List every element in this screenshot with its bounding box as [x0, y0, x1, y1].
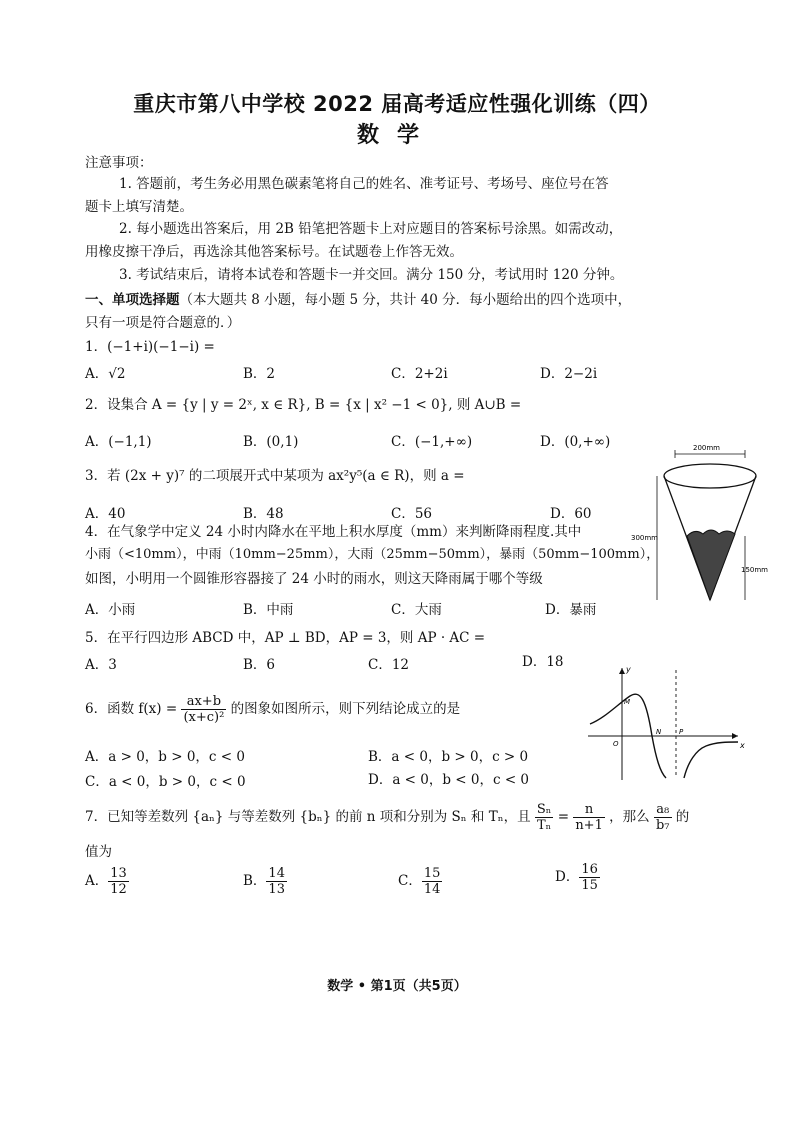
q4-stem-b: 小雨（<10mm），中雨（10mm−25mm），大雨（25mm−50mm），暴雨（50mm−100mm）， — [85, 547, 660, 562]
q7-stem-pre: 7．已知等差数列 {aₙ} 与等差数列 {bₙ} 的前 n 项和分别为 Sₙ 和 Tₙ，且 — [85, 809, 531, 825]
q7-f2-den: n+1 — [575, 818, 603, 833]
q6-stem-post: 的图象如图所示，则下列结论成立的是 — [230, 701, 461, 717]
q1-stem: 1．(−1+i)(−1−i) = — [85, 339, 215, 355]
q7-c-label: C． — [398, 873, 422, 889]
q3-option-c: C．56 — [391, 506, 433, 522]
q6-option-a: A．a > 0，b > 0，c < 0 — [85, 749, 245, 765]
section-1-header — [85, 291, 631, 309]
q4-stem-a: 4．在气象学中定义 24 小时内降水在平地上积水厚度（mm）来判断降雨程度.其中 — [85, 524, 582, 540]
q7-d-frac — [579, 862, 600, 893]
q7-option-c — [398, 866, 442, 897]
graph-y-label: y — [626, 665, 631, 674]
cone-top-label: 200mm — [693, 444, 720, 452]
q7-f3-num: a₈ — [654, 802, 672, 818]
cone-height-label: 300mm — [631, 534, 658, 542]
q7-c-frac — [422, 866, 443, 897]
q1-option-b: B．2 — [243, 366, 276, 382]
graph-point-n: N — [656, 728, 662, 736]
section-1-desc-a: （本大题共 8 小题，每小题 5 分，共计 40 分．每小题给出的四个选项中， — [179, 292, 632, 308]
q1-option-a: A．√2 — [85, 366, 126, 382]
q7-tail: 的 — [675, 809, 690, 825]
q7-eq: = — [557, 809, 570, 825]
q3-stem: 3．若 (2x + y)⁷ 的二项展开式中某项为 ax²y⁵(a ∈ R)，则 a = — [85, 468, 465, 484]
q7-fraction-n — [573, 802, 605, 833]
q3-option-b: B．48 — [243, 506, 284, 522]
q6-frac-den: (x+c)² — [183, 710, 225, 725]
q7-d-label: D． — [555, 869, 580, 885]
graph-point-p: P — [679, 728, 684, 736]
q1-option-d: D．2−2i — [540, 366, 598, 382]
q7-b-den: 13 — [268, 882, 285, 897]
q2-stem: 2．设集合 A = {y | y = 2ˣ, x ∈ R}, B = {x | x² −1 < 0}, 则 A∪B = — [85, 397, 522, 413]
q6-frac-num: ax+b — [181, 694, 226, 710]
q5-option-c: C．12 — [368, 657, 410, 673]
q5-option-a: A．3 — [85, 657, 117, 673]
q1-option-c: C．2+2i — [391, 366, 448, 382]
q3-option-d: D．60 — [550, 506, 592, 522]
q3-option-a: A．40 — [85, 506, 126, 522]
q7-f1-num: Sₙ — [536, 802, 552, 817]
function-graph-figure — [580, 662, 750, 784]
q6-stem-pre: 6．函数 f(x) = — [85, 701, 178, 717]
q7-f2-num: n — [573, 802, 605, 818]
cone-water-label: 150mm — [741, 566, 768, 574]
q7-b-frac — [266, 866, 287, 897]
q7-fraction-a-b — [654, 802, 672, 833]
q7-stem-b: 值为 — [85, 844, 112, 860]
section-1-label: 一、单项选择题 — [85, 292, 180, 308]
notice-item-2a: 2. 每小题选出答案后，用 2B 铅笔把答题卡上对应题目的答案标号涂黑。如需改动， — [119, 221, 623, 237]
q4-stem-c: 如图，小明用一个圆锥形容器接了 24 小时的雨水，则这天降雨属于哪个等级 — [85, 571, 543, 587]
q7-mid: ，那么 — [609, 809, 650, 825]
q7-a-label: A． — [85, 873, 109, 889]
graph-point-m: M — [624, 698, 631, 706]
q7-b-label: B． — [243, 873, 267, 889]
q7-d-num: 16 — [581, 862, 598, 877]
exam-title: 重庆市第八中学校 2022 届高考适应性强化训练（四） — [133, 92, 661, 116]
q5-stem: 5．在平行四边形 ABCD 中，AP ⊥ BD，AP = 3，则 AP · AC = — [85, 630, 486, 646]
notice-item-2b: 用橡皮擦干净后，再选涂其他答案标号。在试题卷上作答无效。 — [85, 244, 463, 260]
q7-fraction-s-t — [535, 802, 554, 833]
section-1-desc-b: 只有一项是符合题意的．） — [85, 315, 241, 331]
q7-d-den: 15 — [581, 878, 598, 893]
notice-item-3: 3. 考试结束后，请将本试卷和答题卡一并交回。满分 150 分，考试用时 120 分钟。 — [119, 267, 624, 283]
q6-stem — [85, 692, 460, 726]
q4-option-b: B．中雨 — [243, 602, 294, 618]
q6-option-b: B．a < 0，b > 0，c > 0 — [368, 749, 529, 765]
q2-option-b: B．(0,1) — [243, 434, 299, 450]
q7-a-frac — [108, 866, 129, 897]
graph-x-label: x — [740, 741, 745, 750]
q2-option-a: A．(−1,1) — [85, 434, 152, 450]
subject-title: 数学 — [356, 123, 437, 148]
q7-f3-den: b₇ — [655, 818, 670, 833]
notice-heading: 注意事项： — [85, 155, 153, 171]
q7-b-num: 14 — [268, 866, 285, 881]
q7-option-d — [555, 862, 600, 893]
q6-option-c: C．a < 0，b > 0，c < 0 — [85, 774, 246, 790]
q7-c-den: 14 — [423, 882, 441, 897]
q4-option-d: D．暴雨 — [545, 602, 597, 618]
page-footer: 数学 • 第1页（共5页） — [327, 979, 467, 994]
q7-c-num: 15 — [423, 866, 441, 881]
q7-a-num: 13 — [110, 866, 127, 881]
q7-option-a — [85, 866, 129, 897]
q5-option-d: D．18 — [522, 654, 564, 670]
q4-option-a: A．小雨 — [85, 602, 136, 618]
q7-option-b — [243, 866, 287, 897]
q7-a-den: 12 — [110, 882, 127, 897]
q6-fraction — [181, 694, 226, 725]
notice-item-1a: 1. 答题前，考生务必用黑色碳素笔将自己的姓名、准考证号、考场号、座位号在答 — [119, 176, 609, 192]
q5-option-b: B．6 — [243, 657, 276, 673]
q7-f1-den: Tₙ — [536, 818, 552, 833]
graph-origin: O — [613, 740, 619, 748]
q7-stem — [85, 800, 689, 834]
cone-rain-gauge-figure — [631, 440, 775, 610]
notice-item-1b: 题卡上填写清楚。 — [85, 199, 193, 215]
q6-option-d: D．a < 0，b < 0，c < 0 — [368, 772, 530, 788]
q2-option-c: C．(−1,+∞) — [391, 434, 473, 450]
q4-option-c: C．大雨 — [391, 602, 442, 618]
q2-option-d: D．(0,+∞) — [540, 434, 611, 450]
